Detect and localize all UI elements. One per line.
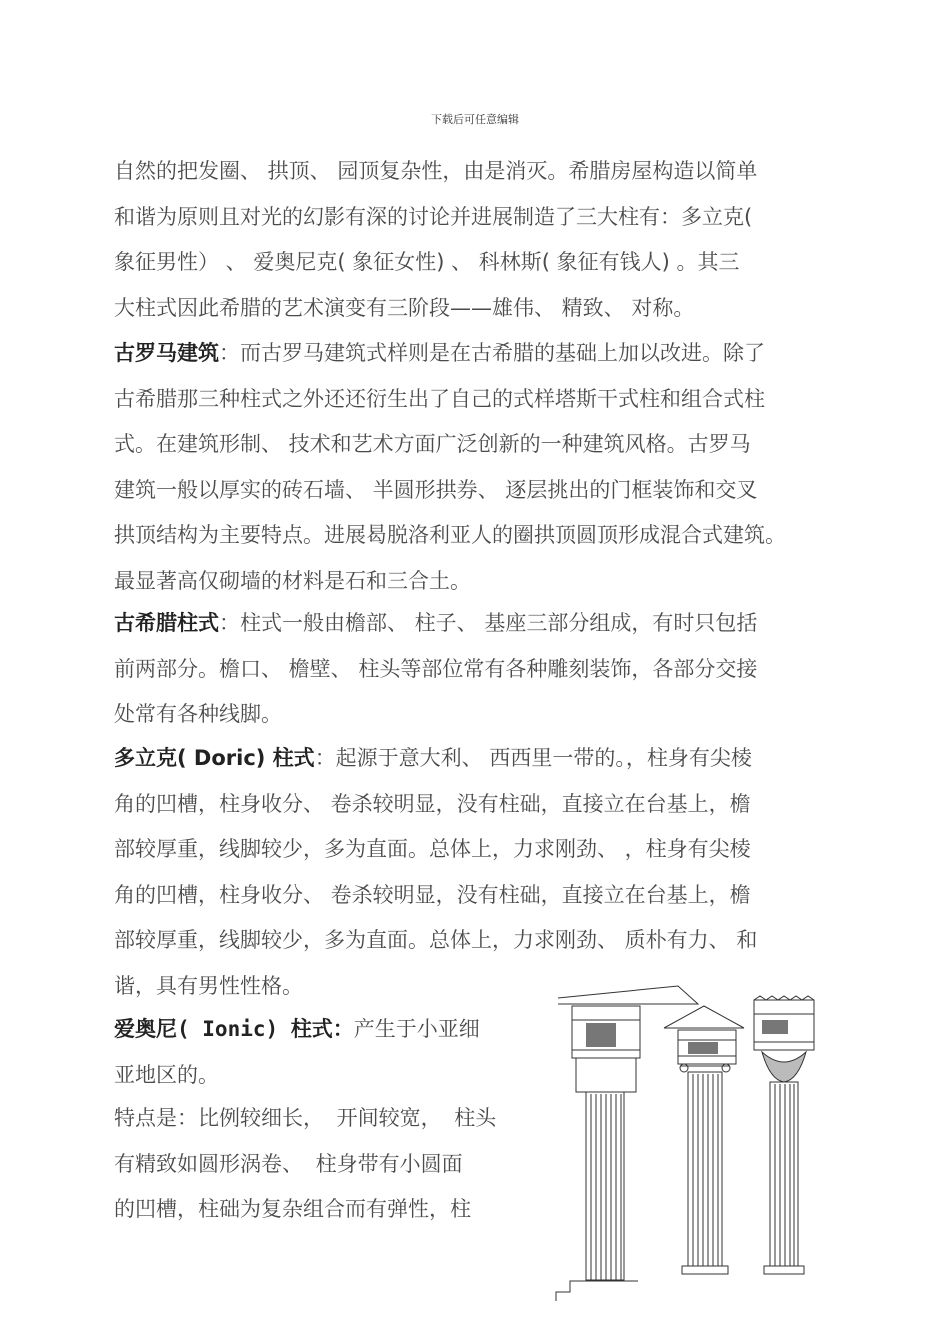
text-line: 和谐为原则且对光的幻影有深的讨论并进展制造了三大柱有：多立克( bbox=[114, 204, 753, 229]
text-line: 角的凹槽，柱身收分、 卷杀较明显，没有柱础，直接立在台基上，檐 bbox=[114, 791, 751, 816]
paragraph-doric-order bbox=[114, 736, 757, 1010]
doric-column bbox=[556, 986, 698, 1301]
text-line: 自然的把发圈、 拱顶、 园顶复杂性，由是消灭。希腊房屋构造以简单 bbox=[114, 159, 758, 183]
paragraph-greek-architecture bbox=[114, 149, 757, 331]
paragraph-ionic-features bbox=[114, 1096, 496, 1233]
text-line: 最显著高仅砌墙的材料是石和三合土。 bbox=[114, 568, 471, 593]
text-line: 建筑一般以厚实的砖石墙、 半圆形拱券、 逐层挑出的门框装饰和交叉 bbox=[114, 477, 758, 502]
text-line: 角的凹槽，柱身收分、 卷杀较明显，没有柱础，直接立在台基上，檐 bbox=[114, 882, 751, 907]
text-line: 大柱式因此希腊的艺术演变有三阶段——雄伟、 精致、 对称。 bbox=[114, 295, 695, 320]
text-line: 古希腊柱式：柱式一般由檐部、 柱子、 基座三部分组成，有时只包括 bbox=[114, 611, 758, 635]
text-line: 爱奥尼( Ionic) 柱式：产生于小亚细 bbox=[114, 1017, 480, 1041]
paragraph-ionic-order bbox=[114, 1007, 480, 1098]
text-line: 谐，具有男性性格。 bbox=[114, 973, 303, 998]
section-heading: 古罗马建筑 bbox=[114, 341, 219, 365]
paragraph-roman-architecture bbox=[114, 331, 786, 605]
text-line: 式。在建筑形制、 技术和艺术方面广泛创新的一种建筑风格。古罗马 bbox=[114, 432, 751, 457]
paragraph-greek-orders bbox=[114, 601, 757, 738]
text-line: 象征男性） 、 爱奥尼克( 象征女性) 、 科林斯( 象征有钱人) 。其三 bbox=[114, 250, 740, 275]
section-heading: 爱奥尼( Ionic) 柱式： bbox=[114, 1017, 354, 1041]
text-line: 特点是：比例较细长， 开间较宽， 柱头 bbox=[114, 1106, 497, 1130]
section-heading: 多立克( Doric) 柱式 bbox=[114, 746, 315, 770]
text-line: 古罗马建筑：而古罗马建筑式样则是在古希腊的基础上加以改进。除了 bbox=[114, 341, 765, 365]
text-line: 拱顶结构为主要特点。进展曷脱洛利亚人的圈拱顶圆顶形成混合式建筑。 bbox=[114, 523, 786, 548]
text-line: 古希腊那三种柱式之外还还衍生出了自己的式样塔斯干式柱和组合式柱 bbox=[114, 386, 765, 411]
corinthian-column bbox=[754, 996, 814, 1274]
text-line: 多立克( Doric) 柱式：起源于意大利、 西西里一带的。，柱身有尖棱 bbox=[114, 746, 752, 770]
text-line: 有精致如圆形涡卷、 柱身带有小圆面 bbox=[114, 1151, 463, 1176]
text-line: 的凹槽，柱础为复杂组合而有弹性，柱 bbox=[114, 1197, 471, 1222]
text-line: 亚地区的。 bbox=[114, 1062, 219, 1087]
text-line: 部较厚重，线脚较少，多为直面。总体上，力求刚劲、 质朴有力、 和 bbox=[114, 928, 758, 953]
page-header: 下载后可任意编辑 bbox=[431, 113, 519, 126]
section-heading: 古希腊柱式 bbox=[114, 611, 219, 635]
ionic-column bbox=[664, 1006, 744, 1274]
classical-columns-illustration bbox=[548, 976, 848, 1308]
text-line: 前两部分。檐口、 檐壁、 柱头等部位常有各种雕刻装饰，各部分交接 bbox=[114, 656, 758, 681]
text-line: 处常有各种线脚。 bbox=[114, 702, 282, 727]
text-line: 部较厚重，线脚较少，多为直面。总体上，力求刚劲、 ，柱身有尖棱 bbox=[114, 837, 751, 862]
